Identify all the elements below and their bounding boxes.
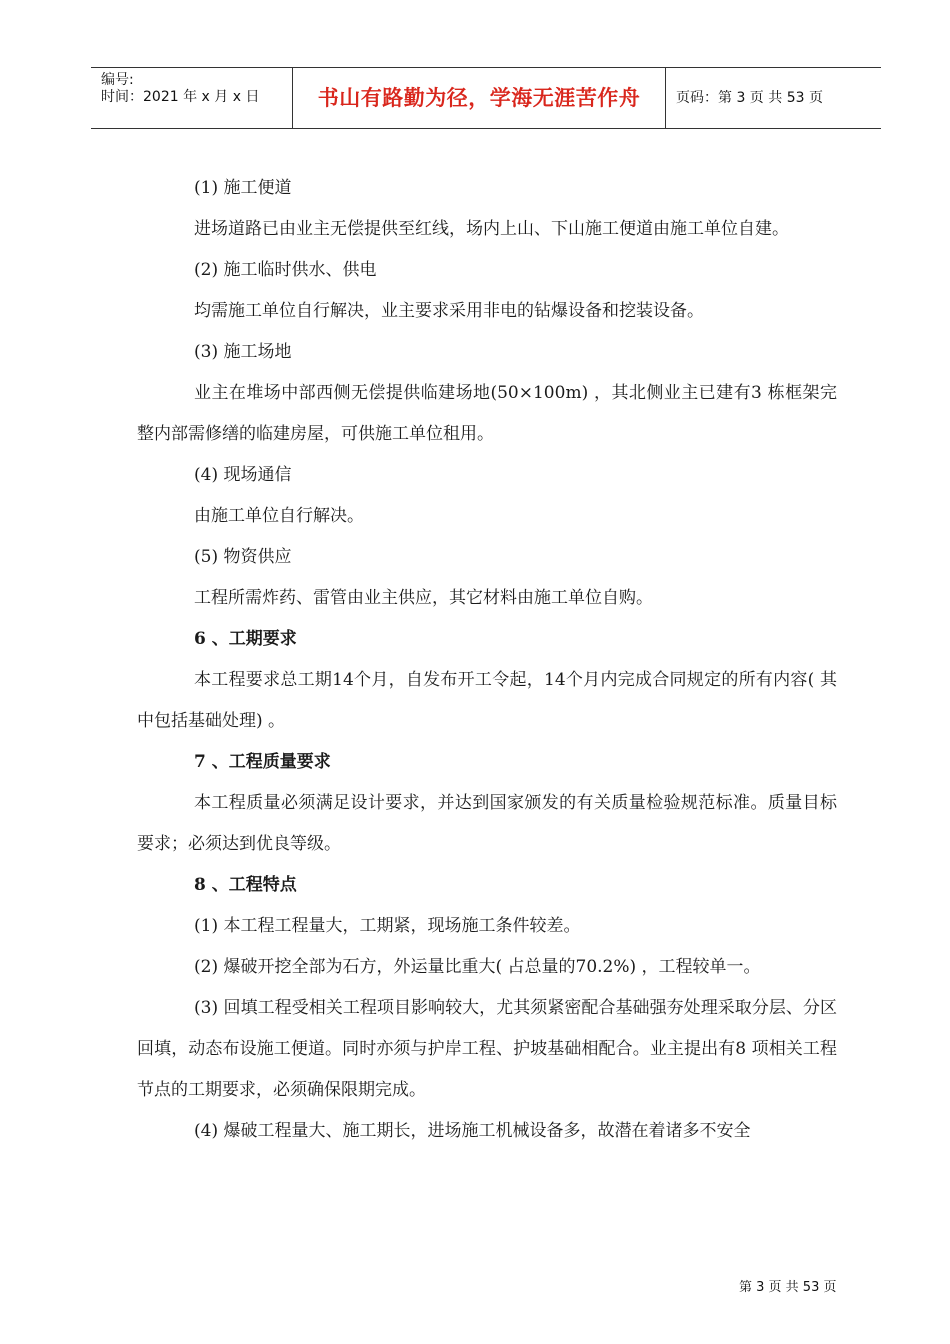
header-page-number: 页码：第 3 页 共 53 页 [676, 90, 823, 106]
header-meta [101, 72, 291, 106]
subsection-heading: (3) 施工场地 [194, 342, 292, 362]
list-item: (3) 回填工程受相关工程项目影响较大，尤其须紧密配合基础强夯处理采取分层、分区回填，动态布设施工便道。同时亦须与护岸工程、护坡基础相配合。业主提出有8 项相关工程节点的工期要求，必须确保限期完成。 [137, 998, 837, 1100]
list-item: (4) 爆破工程量大、施工期长，进场施工机械设备多，故潜在着诸多不安全 [194, 1121, 751, 1141]
page-header [91, 67, 881, 129]
document-number-label: 编号: [101, 72, 134, 88]
page-footer: 第 3 页 共 53 页 [739, 1280, 837, 1295]
paragraph: 本工程质量必须满足设计要求，并达到国家颁发的有关质量检验规范标准。质量目标要求；必须达到优良等级。 [137, 793, 837, 854]
subsection-heading: (5) 物资供应 [194, 547, 292, 567]
header-motto: 书山有路勤为径，学海无涯苦作舟 [317, 86, 641, 110]
document-time-label: 时间：2021 年 x 月 x 日 [101, 89, 260, 105]
subsection-heading: (1) 施工便道 [194, 178, 292, 198]
header-divider-right [665, 68, 666, 128]
paragraph: 工程所需炸药、雷管由业主供应，其它材料由施工单位自购。 [194, 588, 653, 608]
section-heading: 8 、工程特点 [194, 875, 297, 895]
subsection-heading: (4) 现场通信 [194, 465, 292, 485]
section-heading: 7 、工程质量要求 [194, 752, 331, 772]
section-heading: 6 、工期要求 [194, 629, 297, 649]
paragraph: 业主在堆场中部西侧无偿提供临建场地(50×100m) ，其北侧业主已建有3 栋框架完整内部需修缮的临建房屋，可供施工单位租用。 [137, 383, 837, 444]
paragraph: 本工程要求总工期14个月，自发布开工令起，14个月内完成合同规定的所有内容( 其中包括基础处理) 。 [137, 670, 837, 731]
subsection-heading: (2) 施工临时供水、供电 [194, 260, 377, 280]
paragraph: 进场道路已由业主无偿提供至红线，场内上山、下山施工便道由施工单位自建。 [194, 219, 789, 239]
paragraph: 均需施工单位自行解决，业主要求采用非电的钻爆设备和挖装设备。 [194, 301, 704, 321]
list-item: (2) 爆破开挖全部为石方，外运量比重大( 占总量的70.2%) ，工程较单一。 [194, 957, 761, 977]
list-item: (1) 本工程工程量大，工期紧，现场施工条件较差。 [194, 916, 581, 936]
paragraph: 由施工单位自行解决。 [194, 506, 364, 526]
document-body [137, 168, 837, 1152]
